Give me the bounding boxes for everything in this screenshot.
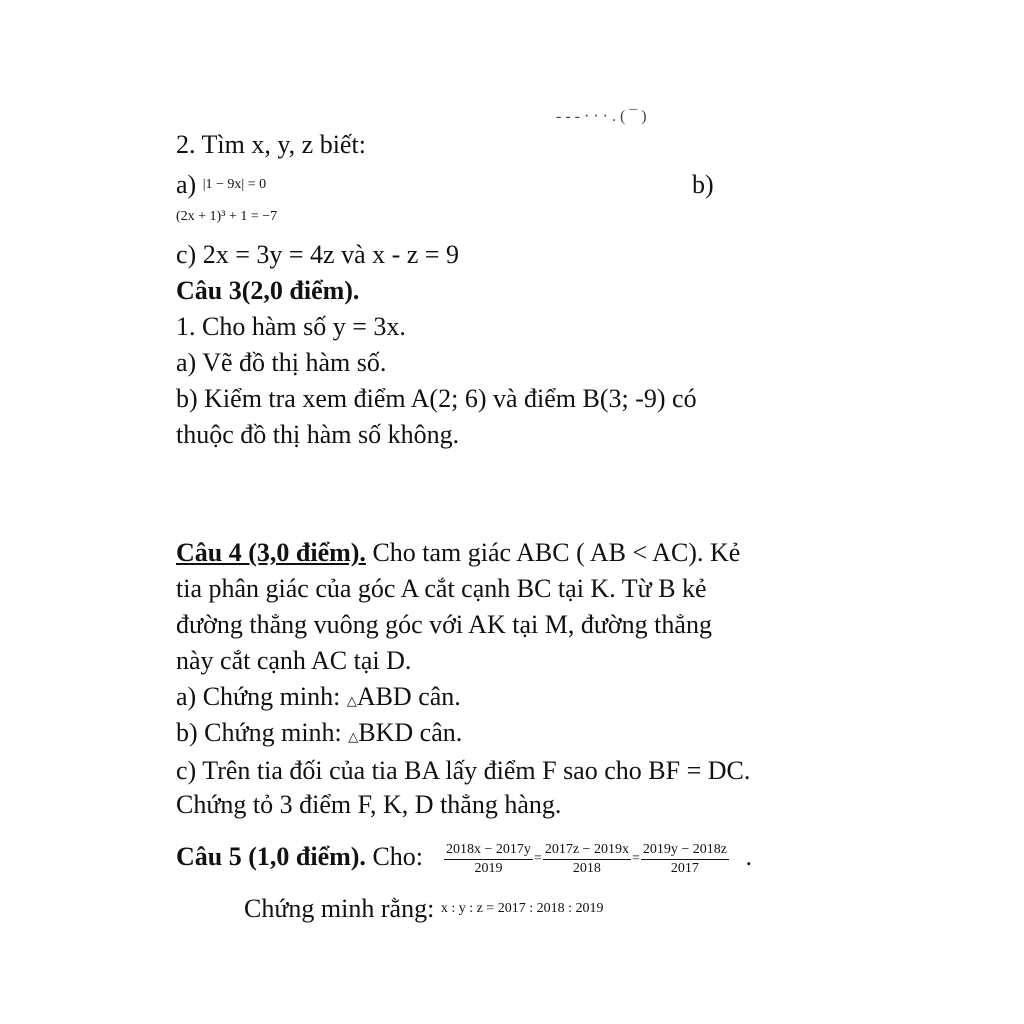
q4-part-c-line1: c) Trên tia đối của tia BA lấy điểm F sao cho BF = DC.	[176, 756, 751, 785]
q4-b-prefix: b) Chứng minh:	[176, 718, 349, 747]
q2-b-label: b)	[692, 170, 714, 199]
equals-sign: =	[631, 851, 640, 867]
q5-period: .	[745, 842, 752, 871]
triangle-icon: △	[346, 693, 357, 708]
q2-part-c: c) 2x = 3y = 4z và x - z = 9	[176, 240, 459, 269]
fraction-1	[444, 841, 533, 878]
q4-b-suffix: BKD cân.	[358, 718, 463, 747]
q4-line3: đường thẳng vuông góc với AK tại M, đường thẳng	[176, 610, 712, 639]
q5-prove-label: Chứng minh rằng:	[244, 894, 435, 923]
fraction-2-denominator: 2018	[572, 860, 601, 876]
q4-intro-text: Cho tam giác ABC ( AB < AC). Kẻ	[365, 538, 741, 567]
fraction-3-numerator: 2019y − 2018z	[641, 841, 729, 860]
q4-part-c-line2: Chứng tỏ 3 điểm F, K, D thẳng hàng.	[176, 790, 562, 819]
q4-line2: tia phân giác của góc A cắt cạnh BC tại K. Từ B kẻ	[176, 574, 707, 603]
q3-item1: 1. Cho hàm số y = 3x.	[176, 312, 406, 341]
triangle-icon: △	[348, 729, 359, 744]
q5-intro: Cho:	[365, 842, 424, 871]
cropped-text-remnant: - - - · · · . ( ¯ )	[556, 108, 647, 125]
fraction-2	[543, 841, 631, 878]
q2-a-expression: |1 − 9x| = 0	[202, 177, 267, 192]
q3-part-b-line2: thuộc đồ thị hàm số không.	[176, 420, 460, 449]
q4-part-b	[176, 718, 462, 752]
equals-sign: =	[533, 851, 542, 867]
fraction-3-denominator: 2017	[670, 860, 699, 876]
fraction-1-numerator: 2018x − 2017y	[444, 841, 533, 860]
q5-prove-line	[244, 894, 603, 924]
q2-part-a	[176, 170, 266, 200]
q3-part-a: a) Vẽ đồ thị hàm số.	[176, 348, 387, 377]
q2-a-label: a)	[176, 170, 197, 199]
q2-heading: 2. Tìm x, y, z biết:	[176, 130, 366, 159]
q4-title: Câu 4 (3,0 điểm).	[176, 538, 366, 567]
q4-a-prefix: a) Chứng minh:	[176, 682, 347, 711]
q5-line	[176, 830, 752, 886]
fraction-2-numerator: 2017z − 2019x	[543, 841, 631, 860]
q5-prove-expression: x : y : z = 2017 : 2018 : 2019	[440, 901, 604, 916]
q2-b-expression: (2x + 1)³ + 1 = −7	[176, 209, 278, 224]
q3-part-b-line1: b) Kiểm tra xem điểm A(2; 6) và điểm B(3; -9) có	[176, 384, 697, 413]
q4-part-a	[176, 682, 461, 716]
q4-line1	[176, 538, 740, 568]
q5-title: Câu 5 (1,0 điểm).	[176, 842, 366, 871]
q4-line4: này cắt cạnh AC tại D.	[176, 646, 412, 675]
fraction-3	[641, 841, 729, 878]
fraction-1-denominator: 2019	[474, 860, 503, 876]
q4-a-suffix: ABD cân.	[356, 682, 461, 711]
q3-title: Câu 3(2,0 điểm).	[176, 276, 360, 305]
